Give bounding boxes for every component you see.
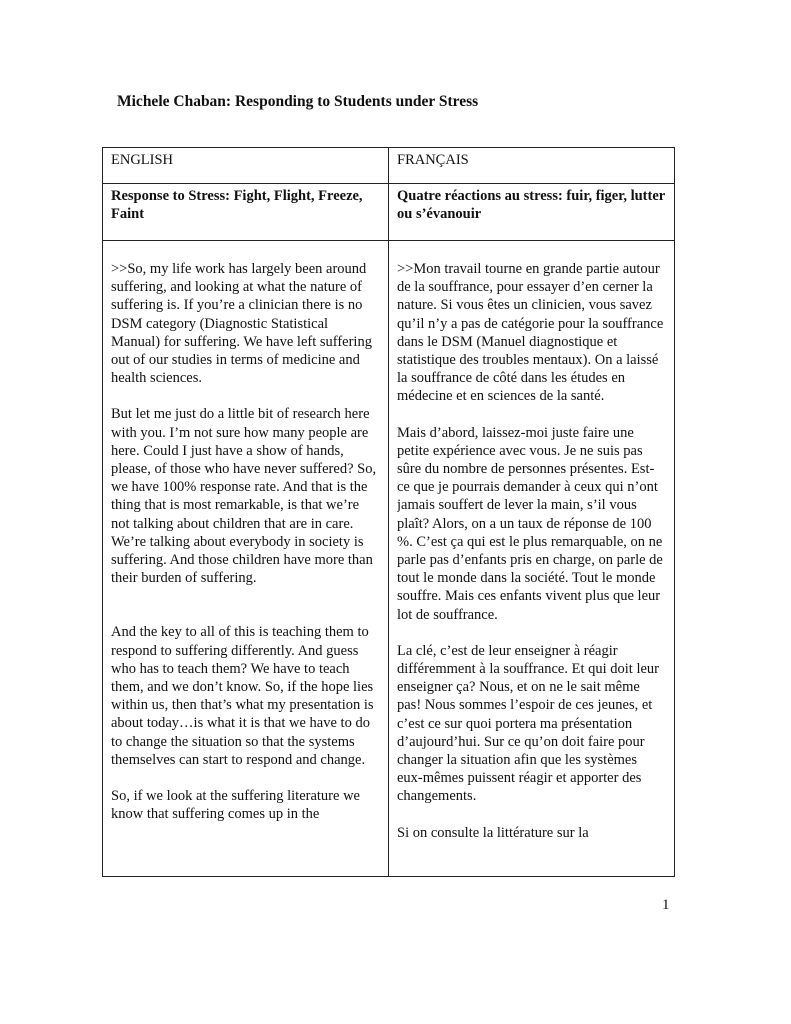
language-header-row [103, 148, 675, 184]
french-transcript-cell [389, 241, 675, 877]
english-section-heading: Response to Stress: Fight, Flight, Freeze, Faint [103, 184, 389, 241]
english-paragraph-4: So, if we look at the suffering literature we know that suffering comes up in the [111, 788, 360, 823]
english-transcript-cell [103, 241, 389, 877]
english-paragraph-1: >>So, my life work has largely been around suffering, and looking at what the nature of suffering is. If you’re a clinician there is no DSM category (Diagnostic Statistical Manual) for suffering. We have left suffering out of our studies in terms of medicine and health sciences. [111, 261, 372, 387]
french-paragraph-1: >>Mon travail tourne en grande partie autour de la souffrance, pour essayer d’en cerner la nature. Si vous êtes un clinicien, vous savez qu’il n’y a pas de catégorie pour la souffrance dans le DSM (Manuel diagnostique et statistique des troubles mentaux). On a laissé la souffrance de côté dans les études en médecine et en sciences de la santé. [397, 261, 664, 405]
french-paragraph-3: La clé, c’est de leur enseigner à réagir différemment à la souffrance. Et qui doit leur enseigner ça? Nous, et on ne le sait même pas! Nous sommes l’espoir de ces jeunes, et c’est ce sur quoi portera ma présentation d’aujourd’hui. Sur ce qu’on doit faire pour changer la situation afin que les systèmes eux-mêmes puissent réagir et apporter des changements. [397, 642, 659, 805]
english-transcript [111, 260, 380, 876]
french-column-header: FRANÇAIS [389, 148, 675, 184]
english-paragraph-2: But let me just do a little bit of research here with you. I’m not sure how many people are here. Could I just have a show of hands, please, of those who have never suffered? So, we have 100% response rate. And that is the thing that is most remarkable, is that we’re not talking about children that are in care. We’re talking about everybody in society is suffering. And those children have more than their burden of suffering. [111, 406, 377, 587]
french-paragraph-4: Si on consulte la littérature sur la [397, 824, 589, 841]
transcript-body-row [103, 241, 675, 877]
english-paragraph-3: And the key to all of this is teaching them to respond to suffering differently. And guess who has to teach them? We have to teach them, and we don’t know. So, if the hope lies within us, then that’s what my presentation is about today…is what it is that we have to do to change the situation so that the systems themselves can start to respond and change. [111, 624, 374, 768]
section-heading-row [103, 184, 675, 241]
french-paragraph-2: Mais d’abord, laissez-moi juste faire une petite expérience avec vous. Je ne suis pas sûre du nombre de personnes présentes. Est-ce que je pourrais demander à ceux qui n’ont jamais souffert de lever la main, s’il vous plaît? Alors, on a un taux de réponse de 100 %. C’est ça qui est le plus remarquable, on ne parle pas d’enfants pris en charge, on parle de tout le monde dans la société. Tout le monde souffre. Mais ces enfants vivent plus que leur lot de souffrance. [397, 424, 663, 623]
french-section-heading: Quatre réactions au stress: fuir, figer, lutter ou s’évanouir [389, 184, 675, 241]
english-column-header: ENGLISH [103, 148, 389, 184]
page-number: 1 [662, 897, 670, 913]
translation-table [102, 147, 675, 877]
document-title: Michele Chaban: Responding to Students under Stress [117, 93, 479, 110]
french-transcript [397, 260, 666, 876]
